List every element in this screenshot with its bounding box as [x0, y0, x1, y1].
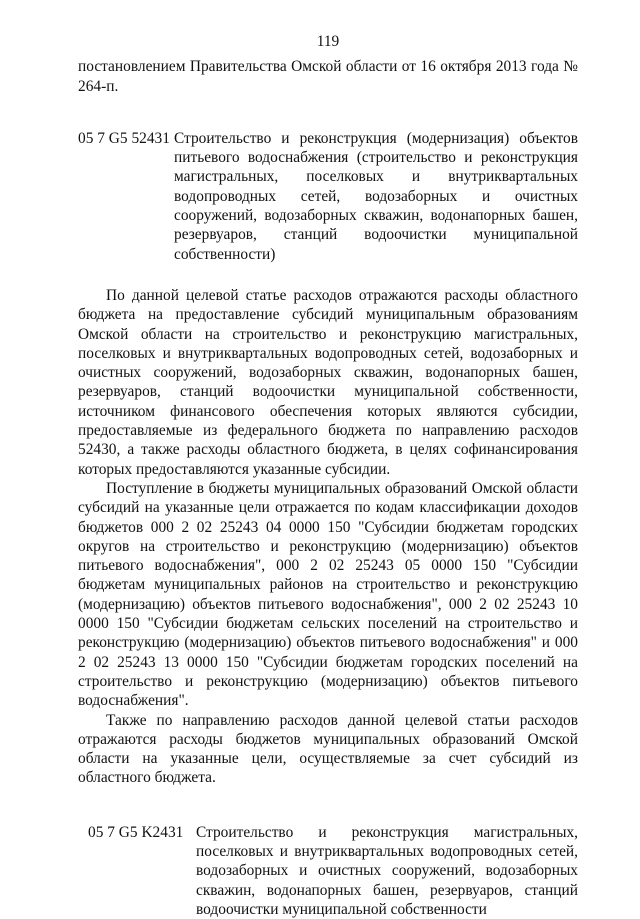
paragraph: Также по направлению расходов данной целевой статьи расходов отражаются расходы бюджетов муниципальных образований Омской области на указанные цели, осуществляемые за счет субсидий из областного бюджета. — [78, 711, 578, 787]
entry-code: 05 7 G5 K2431 — [88, 823, 184, 841]
budget-entry-52431 — [78, 129, 578, 264]
entry-description: Строительство и реконструкция магистральных, поселковых и внутриквартальных водопроводных сетей, водозаборных и очистных сооружений, водозаборных скважин, водонапорных башен, резервуаров, станций водоочистки муниципальной собственности — [196, 823, 578, 918]
paragraph: По данной целевой статье расходов отражаются расходы областного бюджета на предоставление субсидий муниципальным образованиям Омской области на строительство и реконструкцию магистральных, поселковых и внутриквартальных водопроводных сетей, водозаборных и очистных сооружений, водозаборных скважин, водонапорных башен, резервуаров, станций водоочистки муниципальной собственности, источником финансового обеспечения которых являются субсидии, предоставляемые из федерального бюджета по направлению расходов 52430, а также расходы областного бюджета, в целях софинансирования которых предоставляются указанные субсидии. — [78, 286, 578, 478]
entry-description: Строительство и реконструкция (модернизация) объектов питьевого водоснабжения (строительство и реконструкция магистральных, поселковых и внутриквартальных водопроводных сетей, водозаборных и очистных сооружений, водозаборных скважин, водонапорных башен, резервуаров, станций водоочистки муниципальной собственности) — [174, 129, 578, 263]
body-text — [78, 286, 578, 788]
intro-text: постановлением Правительства Омской области от 16 октября 2013 года № 264-п. — [78, 58, 578, 95]
page-number: 119 — [316, 33, 340, 50]
paragraph: Поступление в бюджеты муниципальных образований Омской области субсидий на указанные цели отражается по кодам классификации доходов бюджетов 000 2 02 25243 04 0000 150 "Субсидии бюджетам городских округов на строительство и реконструкцию (модернизацию) объектов питьевого водоснабжения", 000 2 02 25243 05 0000 150 "Субсидии бюджетам муниципальных районов на строительство и реконструкцию (модернизацию) объектов питьевого водоснабжения", 000 2 02 25243 10 0000 150 "Субсидии бюджетам сельских поселений на строительство и реконструкцию (модернизацию) объектов питьевого водоснабжения" и 000 2 02 25243 13 0000 150 "Субсидии бюджетам городских поселений на строительство и реконструкцию (модернизацию) объектов питьевого водоснабжения". — [78, 479, 578, 710]
entry-code: 05 7 G5 52431 — [78, 129, 170, 147]
